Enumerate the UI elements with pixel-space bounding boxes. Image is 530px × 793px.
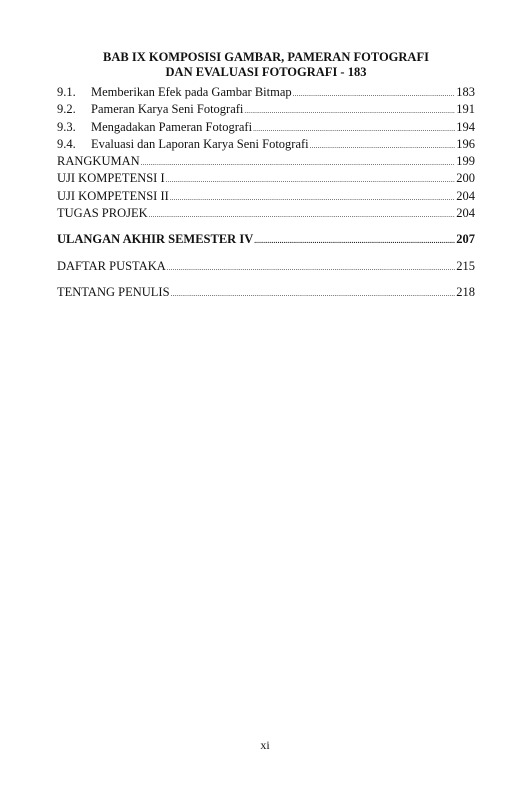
- entry-title: ULANGAN AKHIR SEMESTER IV: [57, 232, 254, 247]
- entry-title: RANGKUMAN: [57, 154, 140, 169]
- table-of-contents: [57, 84, 475, 301]
- dot-leader: [244, 103, 455, 120]
- section-title: Pameran Karya Seni Fotografi: [91, 102, 244, 117]
- toc-entry-author[interactable]: [57, 284, 475, 301]
- page-number: 215: [456, 258, 475, 273]
- toc-entry-competency-1[interactable]: [57, 170, 475, 187]
- section-number: 9.2.: [57, 102, 76, 117]
- page-number: 204: [456, 188, 475, 203]
- toc-entry-section[interactable]: [57, 136, 475, 153]
- chapter-heading: [57, 50, 475, 80]
- dot-leader: [167, 260, 455, 277]
- page-number: 196: [456, 136, 475, 151]
- entry-title: TUGAS PROJEK: [57, 206, 148, 221]
- dot-leader: [254, 233, 455, 250]
- toc-entry-bibliography[interactable]: [57, 258, 475, 275]
- page-number: 194: [456, 119, 475, 134]
- entry-title: UJI KOMPETENSI II: [57, 188, 169, 203]
- section-number: 9.4.: [57, 136, 76, 151]
- page-number: 183: [456, 85, 475, 99]
- page-number: 199: [456, 154, 475, 169]
- toc-entry-section[interactable]: [57, 101, 475, 118]
- section-title: Evaluasi dan Laporan Karya Seni Fotografi: [91, 136, 309, 151]
- dot-leader: [310, 138, 456, 155]
- toc-entry-section[interactable]: [57, 84, 475, 101]
- dot-leader: [141, 155, 456, 172]
- toc-entry-semester-exam[interactable]: [57, 231, 475, 248]
- chapter-heading-line-2: DAN EVALUASI FOTOGRAFI - 183: [165, 65, 367, 79]
- entry-title: UJI KOMPETENSI I: [57, 171, 165, 186]
- dot-leader: [171, 286, 456, 303]
- toc-entry-competency-2[interactable]: [57, 188, 475, 205]
- toc-entry-summary[interactable]: [57, 153, 475, 170]
- section-number: 9.1.: [57, 85, 76, 99]
- page-number: 191: [456, 102, 475, 117]
- toc-entry-section[interactable]: [57, 119, 475, 136]
- page-number: 218: [456, 284, 475, 299]
- dot-leader: [149, 207, 456, 224]
- section-title: Memberikan Efek pada Gambar Bitmap: [91, 85, 292, 99]
- dot-leader: [170, 190, 455, 207]
- entry-title: TENTANG PENULIS: [57, 284, 170, 299]
- section-number: 9.3.: [57, 119, 76, 134]
- toc-entry-project[interactable]: [57, 205, 475, 222]
- section-title: Mengadakan Pameran Fotografi: [91, 119, 253, 134]
- page-number: 204: [456, 206, 475, 221]
- page-number: 207: [456, 232, 475, 247]
- page-folio: xi: [260, 738, 270, 752]
- dot-leader: [166, 172, 456, 189]
- entry-title: DAFTAR PUSTAKA: [57, 258, 166, 273]
- page-number: 200: [456, 171, 475, 186]
- chapter-heading-line-1: BAB IX KOMPOSISI GAMBAR, PAMERAN FOTOGRAFI: [103, 50, 429, 64]
- dot-leader: [293, 86, 456, 103]
